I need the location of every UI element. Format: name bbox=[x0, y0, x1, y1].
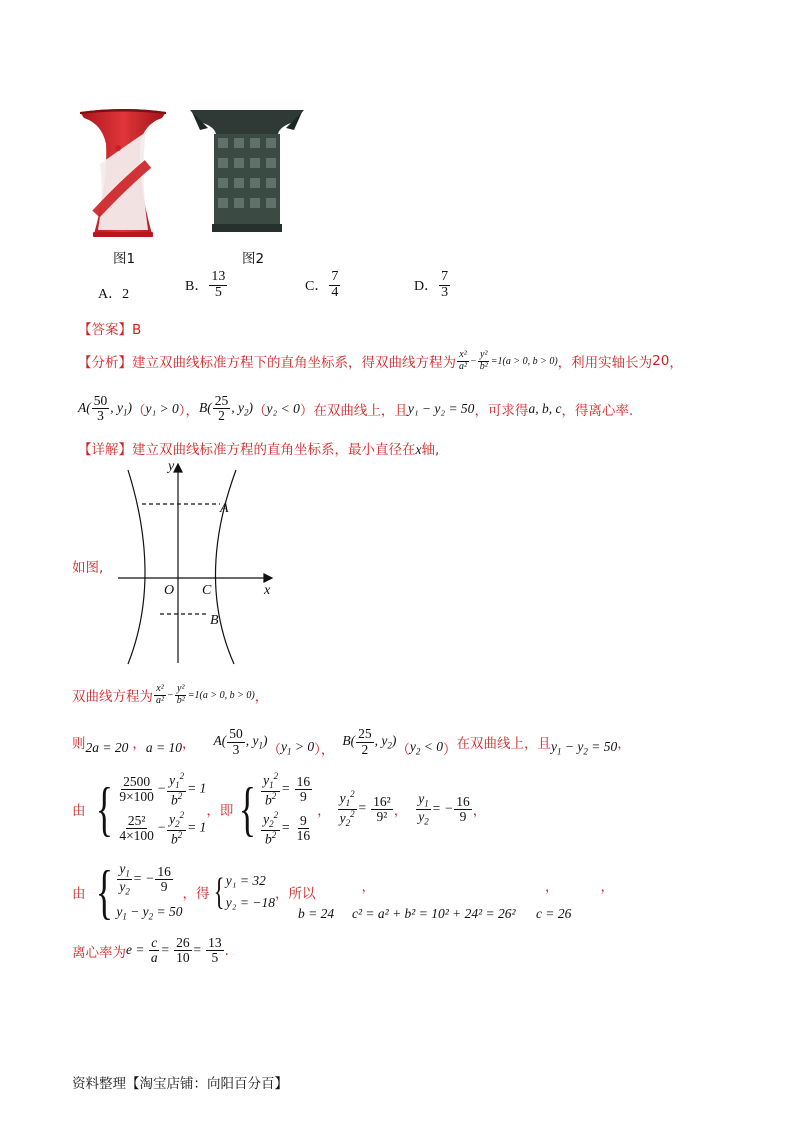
figure-1-vase bbox=[78, 104, 168, 244]
answer-value: B bbox=[132, 322, 142, 338]
point-a-2: A( $\frac{50}{3}$ , $y_1$) bbox=[213, 726, 268, 757]
b-label: B bbox=[210, 613, 219, 628]
point-b: B( $\frac{25}{2}$ , $y_2$) bbox=[199, 393, 254, 424]
a-label: A bbox=[220, 501, 229, 516]
x-label: x bbox=[264, 583, 271, 598]
hyperbola-equation-2: $\frac{\text{x²}}{\text{a²}}$ − $\frac{\text{y²}}{\text{b²}}$ = 1(a > 0, b > 0) bbox=[156, 683, 255, 706]
bronze-vessel-image bbox=[186, 104, 308, 238]
option-c: C． $\frac{7}{4}$ bbox=[305, 269, 339, 300]
system-3: { $\frac{y_1}{y_2}$ = − $\frac{16}{9}$ $y_1 - y_2 = 50$ bbox=[95, 859, 183, 925]
detail-line-1: 【详解】建立双曲线标准方程的直角坐标系，最小直径在x轴, bbox=[78, 442, 440, 458]
ratio: $\frac{y_1}{y_2}$ = − $\frac{16}{9}$ bbox=[418, 790, 470, 827]
detail-system-line: 由 { $\frac{2500}{9\times 100}$ − $\frac{y_1^2}{b^2}$ = 1 $\frac{\text{25²}}{4\times 100}$ − $\frac{y_2^2}{b^2}$ = 1 ， 即 { $\frac{y_1^2}{b^2}$ = $\frac{16}{9}$ $\frac{y_2^2}{b^2}$ = $\frac{9}{16}$ ， $\frac{y_1^2}{y_2^2}$ = $\frac{\text{16²}}{\text{9²}}$ ， $\frac{y_1}{y_2}$ = − $\frac{16}{9}$ ， bbox=[72, 771, 487, 847]
b-value: b = 24 bbox=[298, 906, 335, 921]
answer-label: 【答案】 bbox=[78, 322, 132, 338]
option-a: A．2 bbox=[98, 287, 130, 302]
option-d: D． $\frac{7}{3}$ bbox=[414, 269, 449, 300]
y-label: y bbox=[168, 459, 175, 474]
detail-then-line: 则 2a = 20 ， a = 10 ， A( $\frac{50}{3}$ , $y_1$) （ $y_1 > 0$ ）， B( $\frac{25}{2}$ , $y_2$) （ $y_2 < 0$ ） 在双曲线上，且 $y_1 - y_2 = 50$ ， bbox=[72, 726, 631, 758]
figure-1-caption: 图1 bbox=[113, 251, 136, 267]
analysis-label: 【分析】 bbox=[78, 355, 132, 371]
hyperbola-right-branch bbox=[215, 470, 236, 664]
option-d-fraction: $\frac{7}{3}$ bbox=[441, 269, 449, 300]
figure-label: 如图, bbox=[72, 560, 104, 576]
c-label: C bbox=[202, 583, 212, 598]
option-b-fraction: $\frac{13}{5}$ bbox=[211, 269, 226, 300]
figure-2-bronze-vessel bbox=[186, 104, 308, 238]
detail-solve-line: 由 { $\frac{y_1}{y_2}$ = − $\frac{16}{9}$ $y_1 - y_2 = 50$ ，得 { y₁ = 32 y₂ = −18 ，所以 ， ， ， bbox=[72, 859, 614, 925]
system-2: { $\frac{y_1^2}{b^2}$ = $\frac{16}{9}$ $\frac{y_2^2}{b^2}$ = $\frac{9}{16}$ bbox=[239, 771, 311, 847]
analysis-line-2: A( $\frac{50}{3}$ , $y_1$) （ y₁ > 0 ）， B( $\frac{25}{2}$ , $y_2$) （ y₂ < 0 ） 在双曲线上，且 y₁ − y₂ = 50 ，可求得 a, b, c ，得离心率. bbox=[78, 393, 634, 424]
system-4: { y₁ = 32 y₂ = −18 bbox=[213, 871, 275, 913]
eccentricity-formula: e = $\frac{c}{a}$ = $\frac{26}{10}$ = $\frac{13}{5}$ bbox=[126, 935, 222, 966]
option-b: B． $\frac{13}{5}$ bbox=[185, 269, 226, 300]
hyperbola-left-branch bbox=[128, 470, 145, 664]
analysis-line-1: 【分析】 建立双曲线标准方程下的直角坐标系，得双曲线方程为 $\frac{\text{x²}}{\text{a²}}$ − $\frac{\text{y²}}{\text{b²}}$ = 1(a > 0, b > 0) ，利用实轴长为 20 ， bbox=[78, 349, 683, 372]
x-axis-arrow bbox=[264, 574, 272, 582]
footer-text: 资料整理【淘宝店铺：向阳百分百】 bbox=[72, 1076, 288, 1092]
origin-label: O bbox=[164, 583, 175, 598]
detail-label: 【详解】 bbox=[78, 442, 132, 458]
red-vase-image bbox=[78, 104, 168, 244]
figure-2-caption: 图2 bbox=[242, 251, 265, 267]
eccentricity-line: 离心率为 e = $\frac{c}{a}$ = $\frac{26}{10}$ = $\frac{13}{5}$ . bbox=[72, 935, 229, 966]
c-squared: c² = a² + b² = 10² + 24² = 26² bbox=[352, 906, 516, 921]
ratio-squared: $\frac{y_1^2}{y_2^2}$ = $\frac{\text{16²}}{\text{9²}}$ bbox=[339, 789, 391, 828]
hyperbola-diagram bbox=[110, 458, 280, 668]
point-b-2: B( $\frac{25}{2}$ , $y_2$) bbox=[342, 726, 397, 757]
point-a: A( $\frac{50}{3}$ , $y_1$) bbox=[78, 393, 132, 424]
detail-equation-line: 双曲线方程为 $\frac{\text{x²}}{\text{a²}}$ − $\frac{\text{y²}}{\text{b²}}$ = 1(a > 0, b > 0) ， bbox=[72, 683, 269, 706]
answer-line bbox=[78, 318, 141, 338]
c-value: c = 26 bbox=[536, 906, 572, 921]
system-1: { $\frac{2500}{9\times 100}$ − $\frac{y_1^2}{b^2}$ = 1 $\frac{\text{25²}}{4\times 100}$ − $\frac{y_2^2}{b^2}$ = 1 bbox=[95, 771, 207, 847]
hyperbola-equation: $\frac{\text{x²}}{\text{a²}}$ − $\frac{\text{y²}}{\text{b²}}$ = 1(a > 0, b > 0) bbox=[459, 349, 558, 372]
y-axis-arrow bbox=[174, 464, 182, 472]
option-c-fraction: $\frac{7}{4}$ bbox=[331, 269, 339, 300]
